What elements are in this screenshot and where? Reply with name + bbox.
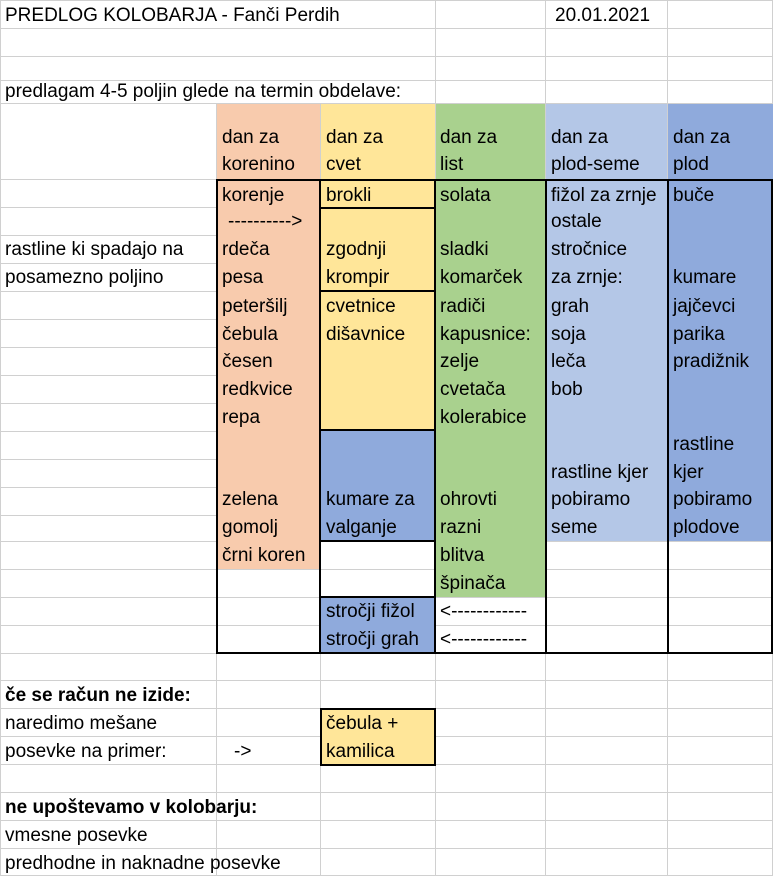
list-item: leča — [551, 351, 586, 372]
list-item: redkvice — [222, 379, 293, 400]
list-item: bob — [551, 379, 583, 400]
list-item: cvetača — [440, 379, 506, 400]
list-item: zgodnji — [326, 239, 387, 260]
list-item: za zrnje: — [551, 267, 623, 288]
list-item: rdeča — [222, 239, 270, 260]
list-item: kumare — [673, 267, 737, 288]
list-item: pobiramo — [673, 489, 753, 510]
list-item: gomolj — [222, 517, 278, 538]
row-label-2: posamezno poljino — [5, 267, 164, 288]
ignore-heading: ne upoštevamo v kolobarju: — [5, 797, 258, 818]
arrow-right: -> — [234, 741, 252, 762]
list-item: stročji grah — [326, 629, 419, 650]
mixed-heading: če se račun ne izide: — [5, 685, 191, 706]
list-item: stročji fižol — [326, 601, 415, 622]
list-item: kjer — [673, 462, 704, 483]
list-item: plodove — [673, 517, 740, 538]
list-item: radiči — [440, 296, 486, 317]
document-date: 20.01.2021 — [555, 5, 651, 26]
document-title: PREDLOG KOLOBARJA - Fanči Perdih — [5, 5, 340, 26]
list-item: grah — [551, 296, 590, 317]
list-item: jajčevci — [673, 296, 736, 317]
list-item: repa — [222, 407, 261, 428]
list-item: seme — [551, 517, 598, 538]
leaf-head-1: dan za — [440, 127, 498, 148]
list-item: pobiramo — [551, 489, 631, 510]
list-item: zelena — [222, 489, 278, 510]
row-label-1: rastline ki spadajo na — [5, 239, 184, 260]
list-item: vmesne posevke — [5, 825, 148, 846]
list-item: cvetnice — [326, 296, 396, 317]
root-head-1: dan za — [222, 127, 280, 148]
fruit-head-2: plod — [673, 154, 709, 175]
list-item: parika — [673, 324, 725, 345]
mixed-example-1: čebula + — [326, 713, 399, 734]
list-item: zelje — [440, 351, 480, 372]
list-item: pradižnik — [673, 351, 750, 372]
list-item: korenje — [222, 185, 285, 206]
mixed-line-1: naredimo mešane — [5, 713, 158, 734]
list-item: rastline kjer — [551, 462, 649, 483]
list-item: brokli — [326, 185, 372, 206]
list-item: pesa — [222, 267, 264, 288]
flower-head-1: dan za — [326, 127, 384, 148]
list-item: česen — [222, 351, 273, 372]
mixed-example-2: kamilica — [326, 741, 395, 762]
list-item: fižol za zrnje — [551, 185, 657, 206]
list-item: peteršilj — [222, 296, 288, 317]
fruit-head-1: dan za — [673, 127, 731, 148]
list-item: komarček — [440, 267, 523, 288]
list-item: kapusnice: — [440, 324, 531, 345]
list-item: valganje — [326, 517, 397, 538]
list-item: sladki — [440, 239, 489, 260]
list-item: krompir — [326, 267, 390, 288]
list-item: stročnice — [551, 239, 628, 260]
list-item: rastline — [673, 434, 735, 455]
root-head-2: korenino — [222, 154, 295, 175]
seed-head-2: plod-seme — [551, 154, 640, 175]
flower-head-2: cvet — [326, 154, 361, 175]
list-item: ostale — [551, 211, 602, 232]
arrow-right: ----------> — [228, 211, 303, 232]
list-item: blitva — [440, 545, 485, 566]
arrow-left: <------------ — [440, 629, 528, 650]
list-item: kumare za — [326, 489, 415, 510]
list-item: dišavnice — [326, 324, 406, 345]
seed-head-1: dan za — [551, 127, 609, 148]
intro-text: predlagam 4-5 poljin glede na termin obdelave: — [5, 81, 402, 102]
list-item: čebula — [222, 324, 278, 345]
list-item: buče — [673, 185, 715, 206]
list-item: soja — [551, 324, 586, 345]
mixed-line-2: posevke na primer: — [5, 741, 167, 762]
list-item: razni — [440, 517, 482, 538]
list-item: solata — [440, 185, 491, 206]
list-item: kolerabice — [440, 407, 527, 428]
leaf-head-2: list — [440, 154, 464, 175]
arrow-left: <------------ — [440, 601, 528, 622]
list-item: predhodne in naknadne posevke — [5, 853, 281, 874]
list-item: ohrovti — [440, 489, 498, 510]
list-item: črni koren — [222, 545, 306, 566]
list-item: špinača — [440, 573, 506, 594]
